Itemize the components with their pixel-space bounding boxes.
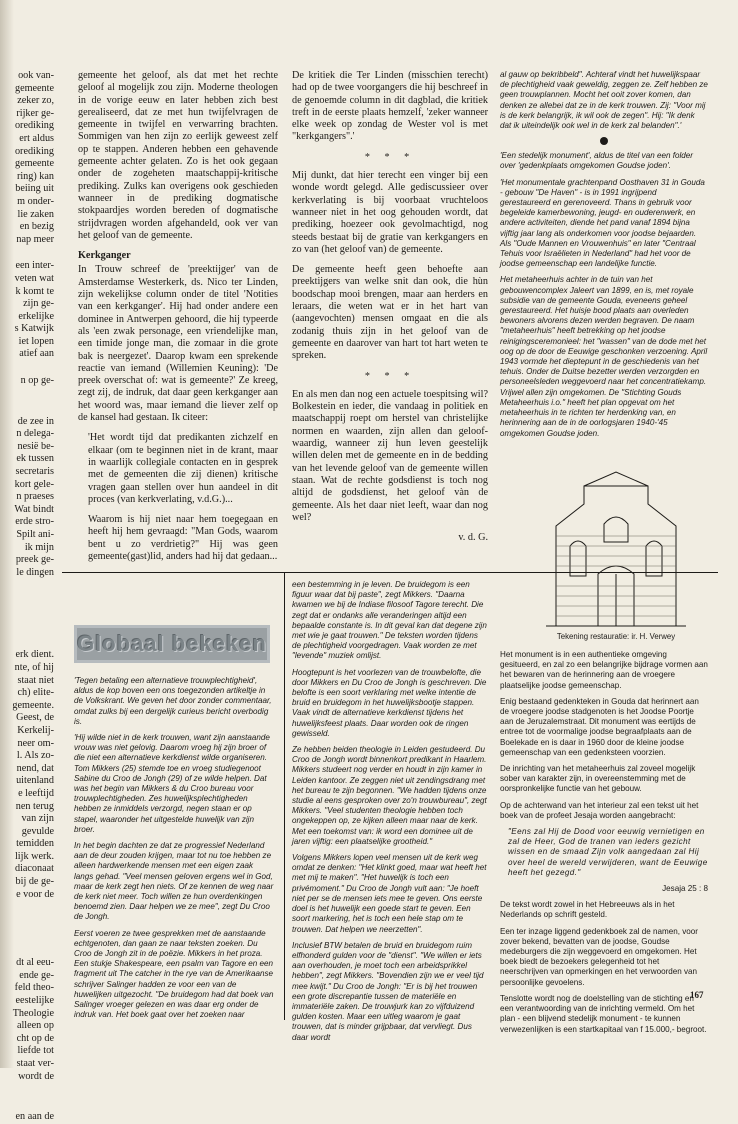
left-margin-line: Theologie [12,1007,54,1019]
left-margin-line [4,361,54,375]
left-margin-line: n delega- [16,428,54,440]
left-margin-line: Wat bindt [14,503,54,515]
left-margin-line [4,388,54,402]
left-margin-line: gemeente [14,82,54,94]
left-margin-line: nap meer [16,233,54,245]
left-margin-line: feld theo- [14,982,54,994]
left-margin-line [4,901,54,915]
left-margin-line: beiing uit [15,183,54,195]
left-margin-line: erkelijke [18,310,54,322]
left-margin-line: orediking [14,145,54,157]
left-margin-line [4,246,54,260]
left-margin-line [4,1083,54,1097]
left-margin-line [4,915,54,929]
banner-title: Globaal bekeken [77,631,267,656]
left-margin-line: alleen op [16,1020,54,1032]
page-number: 167 [690,990,704,1000]
left-margin-line: Kerkelij- [17,724,54,736]
left-margin-line: ook van- [18,70,54,81]
left-margin-line: dt al eeu- [16,957,54,969]
left-margin-line: liefde tot [17,1045,54,1057]
left-margin-line: Spilt ani- [16,529,54,540]
col2-paragraph-2: Mij dunkt, dat hier terecht een vinger bij een wonde wordt gelegd. Alle gediscussieer over kerkverlating is bij voorbaat vruchteloos wanneer niet in het oog gehouden wordt, dat prediking, hoezeer ook gevolmachtigd, nog steeds bestaat bij de gratie van kerkgangers en zo van (het geloof van) de gemeente. [292,170,488,255]
cola-paragraph-4: Eerst voeren ze twee gesprekken met de aanstaande echtgenoten, dan gaan ze naar teksten zoeken. Du Croo de Jongh zit in de poëzie. Mikkers in het proza. Een stukje Shakespeare, een psalm van Tagore en een fragment uit The catcher in the rye van de Amerikaanse schrijver Salinger hadden ze voor een van de huwelijken uitgezocht. "De bruidegom had dat boek van Salinger vroeger gelezen en was daar erg onder de indruk van. Het boek gaat over het zoeken naar [74,928,274,1020]
left-margin-line: secretaris [15,466,54,478]
left-margin-line [4,621,54,635]
left-margin-line: Geest, de [16,712,54,724]
left-margin-line: lijk werk. [14,850,54,862]
colc-paragraph-6: Een ter inzage liggend gedenkboek zal de namen, voor zover bekend, bevatten van de joodse, Goudse medeburgers die zijn weggevoerd en omgekomen. Het boek biedt de bezoekers gelegenheid tot het neerschrijven van opmerkingen en het verwoorden van persoonlijke gevoelens. [500,926,698,987]
left-margin-line: rijker ge- [16,107,54,119]
left-margin-line: ik mijn [24,541,54,553]
colb-paragraph-4: Volgens Mikkers lopen veel mensen uit de kerk weg omdat ze denken: "Het klinkt goed, maar wat heeft het met mij te maken". "Het huwelijk is toch een privémoment." Du Croo de Jongh vult aan: "Je hoeft niet per se de mensen iets mee te geven. Ons eerste doel is het huwelijk een goede start te geven. Een soort markering, het is toch een hele stap om te trouwen. Dat helpen we neerzetten". [292,853,487,934]
left-margin-line: de zee in [17,415,54,427]
col2-stars-divider-1: * * * [364,151,416,163]
left-margin-line: diaconaat [14,863,54,875]
globaal-bekeken-banner [74,625,270,663]
col1-heading: Kerkganger [78,250,131,262]
col3-paragraph-2: 'Een stedelijk monument', aldus de titel van een folder over 'gedenkplaats omgekomen Goudse joden'. [500,151,693,171]
colb-paragraph-5: Inclusief BTW betalen de bruid en bruidegom ruim elfhonderd gulden voor de "dienst". "We willen er iets aan overhouden, je moet toch een arbeidsprikkel hebben", zegt Mikkers. "Bovendien zijn we er veel tijd mee kwijt." Du Croo de Jongh: "Er is bij het trouwen een grote discrepantie tussen de materiële en immateriële zaken. De trouwjurk kan zo vijfduizend gulden kosten. Maar een uitleg waarom je gaat trouwen, dat is minder grijpbaar, dat vervliegt. Dus daar wordt [292,940,484,1042]
col1-paragraph-1: gemeente het geloof, als dat met het rechte geloof al mogelijk zou zijn. Moderne theologen in de vorige eeuw en later hebben zich best gerealiseerd, dat ze met hun twijfelvragen de gemeente in twijfel en verwarring brachten. Sommigen van hen zijn zo eerlijk geweest zelf op te stappen. Anderen hebben een gehavende gemeente achter gelaten. Zo is het ook gegaan onder de zogeheten maatschappij-kritische prediking. Zulks kan overigens ook geschieden wanneer in de prediking dogmatische stokpaardjes worden bereden of dogmatische strijdvragen worden afgehandeld, ook ver van het geloof van de gemeente. [78,70,278,241]
left-margin-line: nesië be- [17,440,54,452]
left-margin-line: gemeente. [12,699,54,711]
left-margin-line [4,635,54,649]
left-margin-line: veten wat [14,272,54,284]
cola-paragraph-3: In het begin dachten ze dat ze progressief Nederland aan de deur zouden krijgen, maar tot nu toe hebben ze alleen hardwerkende mensen met een eigen zaak langs gehad. "Veel mensen geloven ergens wel in God, maar de kerk zegt hen niets. Of ze kennen de weg naar de kerk niet meer. Toch willen ze hun overdenkingen benoemd zien. Daar helpen we ze mee", zegt Du Croo de Jongh. [74,841,274,922]
colc-paragraph-1: Het monument is in een authentieke omgeving gesitueerd, en zal zo een belangrijke bijdrage vormen aan het bewaren van de herinnering aan de vroegere plaatselijke joodse gemeenschap. [500,650,708,690]
left-margin-line: en bezig [19,221,54,233]
cola-paragraph-1: 'Tegen betaling een alternatieve trouwplechtigheid', aldus de kop boven een ons toegezonden artikeltje in de Volkskrant. We geven het door zonder commentaar, omdat zulks bij een dergelijk curieus bericht overbodig is. [74,676,272,726]
col1-quote-2: Waarom is hij niet naar hem toegegaan en heeft hij hem gevraagd: "Man Gods, waarom bent u zo verdrietig?" Hij was geen gemeente(gast)lid, anders had hij dat gedaan... [88,514,278,562]
left-margin-line: een inter- [15,260,54,272]
left-margin-line: ende ge- [19,969,54,981]
jesaja-quote: "Eens zal Hij de Dood voor eeuwig vernietigen en zal de Heer, God de tranen van ieders gezicht wissen en de smaad Zijn volk aangedaan zal Hij over heel de wereld verwijderen, want de Eeuwige heeft het gezegd." [508,827,708,877]
left-margin-line: zeker zo, [17,95,54,107]
colc-paragraph-3: De inrichting van het metaheerhuis zal zoveel mogelijk sober van karakter zijn, in overeenstemming met de oorspronkelijke functie van het gebouw. [500,764,696,794]
col3-paragraph-4: Het metaheerhuis achter in de tuin van het gebouwencomplex Jaleert van 1899, en is, met royale subsidie van de gemeente Gouda, eveneens geheel gerestaureerd. Het huisje bood plaats aan overleden bewoners alvorens dezen werden begraven. De naam "metaheerhuis" heeft betrekking op het joodse reinigingsceremonieel: het "wassen" van de dode met het oog op de door de Eeuwige geschonken verzoening. April 1943 vormde het dieptepunt in de geschiedenis van het tehuis. Onder de Duitse bezetter werden verzorgden en personeelsleden weggevoerd naar het concentratiekamp. Vrijwel allen zijn omgekomen. De "Stichting Gouds Metaheerhuis i.o." heeft het plan opgevat om het metaheerhuis in te richten ter herdenking van, en herinnering aan de in de oorlogsjaren 1940-'45 omgekomen Goudse joden. [500,275,708,438]
left-margin-line: n op ge- [20,375,54,387]
left-margin-line: nend, dat [16,762,54,774]
colb-paragraph-2: Hoogtepunt is het voorlezen van de trouwbelofte, die door Mikkers en Du Croo de Jongh is geschreven. Die belofte is een soort verklaring met welke intentie de bruid en bruidegom in het huwelijksbootje stappen. Vaak vindt de alternatieve kerkdienst tijdens het huwelijksfeest plaats. Daar worden ook de ringen gewisseld. [292,667,487,738]
left-margin-line: n praeses [16,491,54,503]
left-margin-clipped-text [4,70,54,1124]
left-margin-line: cht op de [16,1032,54,1044]
left-margin-line: ring) kan [16,170,54,182]
colc-paragraph-7: Tenslotte wordt nog de doelstelling van de stichting en een verantwoording van de inrichting vermeld. Om het plan - een blijvend stedelijk monument - te kunnen verwezenlijken is een startkapitaal van f 15.000,- begroot. [500,993,707,1034]
col2-paragraph-1: De kritiek die Ter Linden (misschien terecht) had op de twee voorgangers die hij beschreef in de genoemde column in dit dagblad, die kritiek treft in de eerste plaats hemzelf, 'zeker wanneer elke week op zondag de Wester vol is met "kerkgangers".' [292,70,488,143]
left-margin-line: eestelijke [15,995,54,1007]
left-margin-line: zijn ge- [23,298,54,310]
left-margin-line: staat ver- [16,1058,54,1069]
col3-paragraph-3: 'Het monumentale grachtenpand Oosthaven 31 in Gouda - gebouw "De Haven" - is in 1991 ingrijpend gerestaureerd en gerenoveerd. Thans in gebruik voor begeleide kamerbewoning, jeugd- en ouderenwerk, en andere activiteiten, diende het pand vanaf 1894 bijna vijftig jaar lang als onderkomen voor joodse bejaarden. Als "Oude Mannen en Vrouwenhuis" en later "Centraal Tehuis voor Israëlieten in Nederland" had het voor de joodse gemeenschap een landelijke functie. [500,177,705,269]
colb-paragraph-3: Ze hebben beiden theologie in Leiden gestudeerd. Du Croo de Jongh wordt binnenkort predikant in Haarlem. Mikkers studeert nog verder en houdt in zijn kamer in Leiden kantoor. Ze zeggen niet uit zendingsdrang met het bureau te zijn begonnen. "We hadden tijdens onze studie al eens gesproken over zo'n trouwbureau", zegt Mikkers. "Veel studenten theologie hebben toch ongekeppen op, ze kijken alleen maar naar de kerk. Met een toekomst van: ik word een dominee uit de jaren vijftig: een plaatselijke grootheid." [292,745,487,846]
jesaja-reference: Jesaja 25 : 8 [662,884,708,894]
illustration-caption: Tekening restauratie: ir. H. Verwey [556,632,676,641]
left-margin-line: erk dient. [15,649,54,661]
col1-paragraph-2: In Trouw schreef de 'preektijger' van de Amsterdamse Westerkerk, ds. Nico ter Linden, zijn wekelijkse column onder de titel 'Notities van een kerkganger'. Hij had onder andere een dominee in Antwerpen gehoord, die hij typeerde als 'een zwak personage, een vriendelijke man, een timide jonge man, die zomaar in die grote bak is neergezet'. Daarop kwam een sprekende reactie van iemand (Willemien Keuning): 'De preek overschat of: wat is gemeente?' Ze kreeg, zegt zij, de indruk, dat daar geen kerkganger aan het woord was, maar iemand die liever zelf op de kansel had gestaan. Ik citeer: [78,264,278,424]
left-margin-line: staat niet [17,674,54,686]
left-margin-line [4,943,54,957]
left-margin-line: iet lopen [18,335,54,347]
left-margin-line: uitenland [16,775,54,787]
left-margin-line: kort gele- [14,478,54,490]
left-margin-line: en aan de [15,1111,54,1123]
colc-paragraph-5: De tekst wordt zowel in het Hebreeuws als in het Nederlands op schrift gesteld. [500,900,675,920]
col2-stars-divider-2: * * * [364,370,416,382]
column-b [292,580,488,1042]
left-margin-line: s Katwijk [14,323,54,335]
left-margin-line: preek ge- [15,554,54,566]
left-margin-line: neer om- [17,737,54,749]
left-margin-line: le dingen [16,566,54,578]
section-rule [62,572,718,573]
building-illustration [536,466,696,630]
left-margin-line: erde stro- [15,516,54,528]
column-3-top [500,70,708,470]
bullet-dot-divider [600,137,608,145]
colc-paragraph-4: Op de achterwand van het interieur zal een tekst uit het boek van de profeet Jesaja worden aangebracht: [500,800,699,820]
left-margin-line: bij de ge- [15,876,54,888]
colc-paragraph-2: Enig bestaand gedenkteken in Gouda dat herinnert aan de vroegere joodse stadgenoten is het Joodse Poortje aan de Jeruzalemstraat. Dit monument was eertijds de entree tot de voormalige joodse begraafplaats aan de Boelekade en is daar in 1960 door de kleine joodse gemeenschap van een gedenksteen voorzien. [500,696,699,757]
left-margin-line: ek tussen [16,453,54,465]
column-rule [284,572,285,1020]
left-margin-line [4,1097,54,1111]
column-a [74,676,274,1020]
left-margin-line [4,402,54,416]
left-margin-line: k komt te [15,285,54,297]
left-margin-line: nte, of hij [14,661,54,673]
author-signature: v. d. G. [458,532,488,544]
left-margin-line [4,593,54,607]
gable-top [584,472,648,486]
left-margin-line: m onder- [17,195,54,207]
col3-paragraph-1: al gauw op bekribbeld". Achteraf vindt het huwelijkspaar de plechtigheid vaak geweldig, zeggen ze. Zelf hebben ze geen trouwplannen. Mocht het ooit zover komen, dan denken ze allebei dat ze in de kerk trouwen. Zij: "Voor mij is de kerk belangrijk, ik wil ook de zegen". Hij: "Ik denk dat ik uiteindelijk ook wel in de kerk zal belanden".' [500,70,708,131]
left-margin-line: gevulde [21,825,54,837]
column-1 [78,70,278,570]
left-margin-line: e voor de [16,888,54,900]
col2-paragraph-3: De gemeente heeft geen behoefte aan preektijgers van welke snit dan ook, die hùn boodschap mooi brengen, maar aan herders en leraars, die weten wat er in het hart van (aangevochten) mensen omgaat en die als zodanig thuis zijn in het geloof van de gemeente en daarover van hart tot hart weten te spreken. [292,264,488,362]
left-margin-line: atief aan [19,348,54,360]
left-margin-line: ert aldus [19,132,54,144]
left-margin-line [4,579,54,593]
colb-paragraph-1: een bestemming in je leven. De bruidegom is een figuur waar dat bij paste", zegt Mikkers. "Daarna kwamen we bij de Indiase filosoof Tagore terecht. Die zegt dat er ondanks alle veranderingen altijd een bepaalde constante is. In dit geval kan dat degene zijn met wie je gaat trouwen." De teksten worden tijdens de plechtigheid voorgedragen. Vaak worden ze met "levende" muziek omlijst. [292,580,487,661]
left-margin-line [4,929,54,943]
left-margin-line: e leeftijd [18,787,54,799]
left-margin-line: temidden [16,838,54,850]
left-margin-line: ch) elite- [17,687,54,699]
left-margin-line: van zijn [21,813,54,825]
left-margin-line: lie zaken [17,208,54,220]
left-margin-line: nen terug [15,800,54,812]
left-margin-line: wordt de [18,1070,54,1082]
left-margin-line [4,607,54,621]
left-margin-line: orediking [14,120,54,132]
column-2 [292,70,488,570]
col2-paragraph-4: En als men dan nog een actuele toespitsing wil? Bolkestein en ieder, die vandaag in politiek en maatschappij roept om herstel van christelijke normen en waarden, zijn allen dan geloof-waardig, wanneer zij hun leven geestelijk willen delen met de gemeente en in de bedding van het levende geloof van de gemeente willen staan. Wat de rechte godsdienst is toch nog altijd de godsdienst, het geloof vàn de gemeente. Als het daar niet leeft, waar dan nog wel? [292,388,488,523]
upper-window [604,517,628,542]
col1-quote-1: 'Het wordt tijd dat predikanten zichzelf en elkaar (om te beginnen niet in de krant, maar in waarlijk collegiale contacten en in gesprek met de gemeenten die zij dienen) kritische vragen gaan stellen over hun aandeel in dit proces (van kerkverlating, v.d.G.)... [88,432,278,505]
left-margin-line: l. Als zo- [16,750,54,762]
cola-paragraph-2: 'Hij wilde niet in de kerk trouwen, want zijn aanstaande vrouw was niet gelovig. Daarom vroeg hij zijn broer of die niet een alternatieve kerkdienst wilde organiseren. Tom Mikkers (25) stemde toe en vroeg studiegenoot Sabine du Croo de Jongh (29) of ze wilde helpen. Dat was het begin van Mikkers & du Croo bureau voor trouwplechtigheden. Zes huwelijksplechtigheden hebben ze inmiddels verzorgd, negen staan er op stapel, waaronder het uitgestelde huwelijk van zijn broer. [74,733,270,834]
left-margin-line: gemeente [14,158,54,170]
